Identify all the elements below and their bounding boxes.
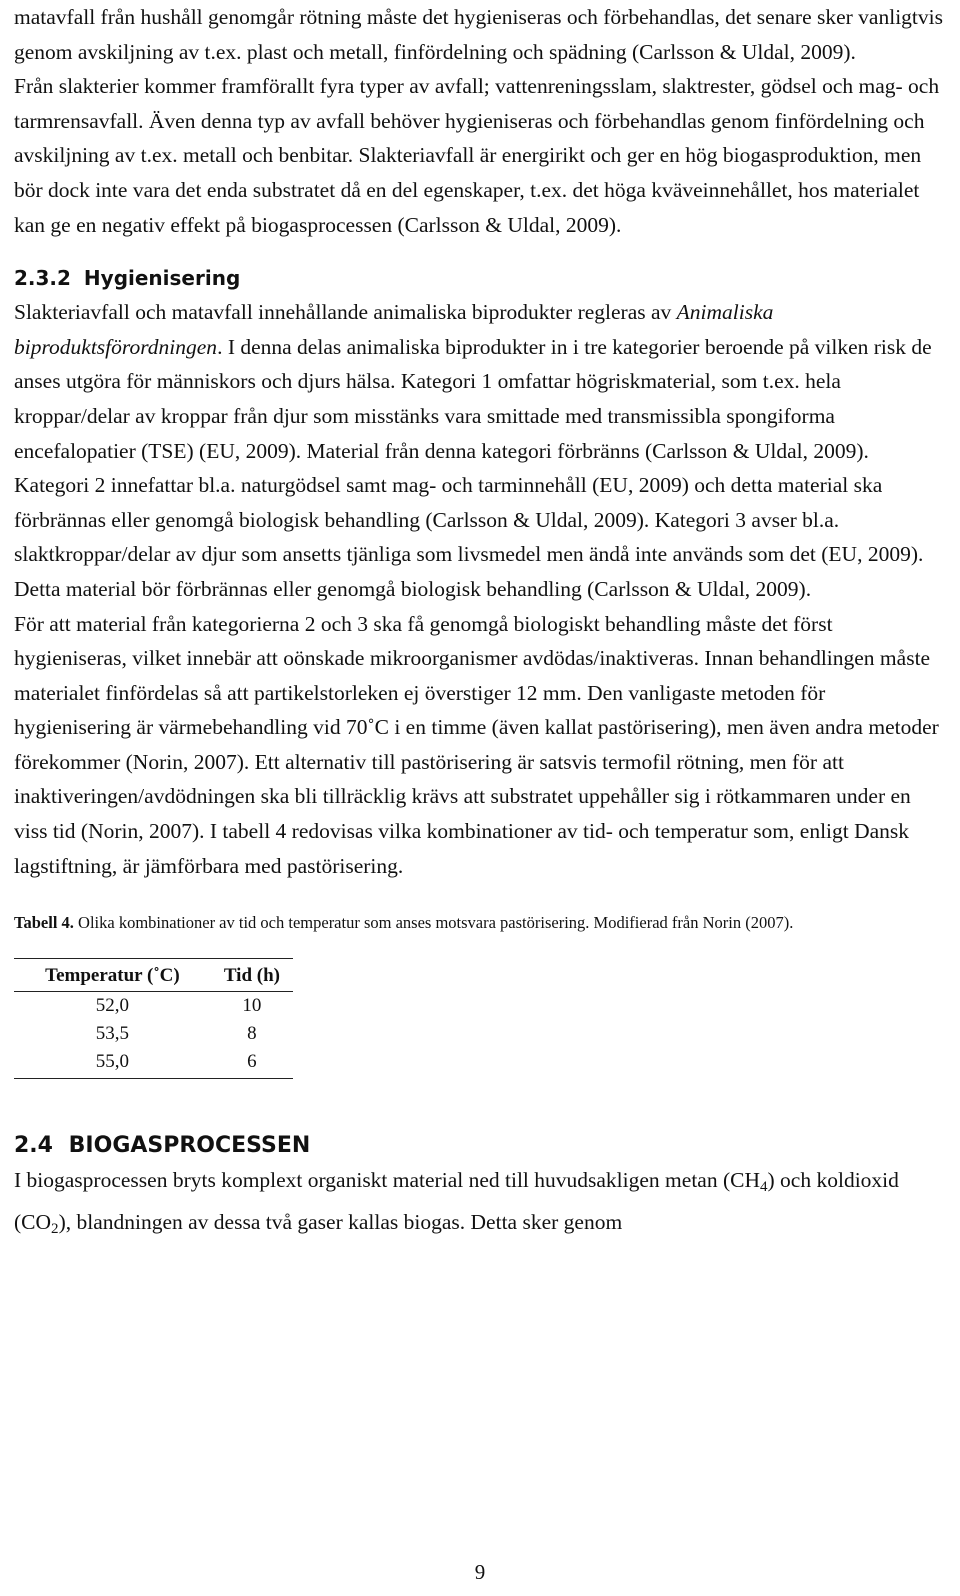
document-page [14, 0, 944, 1246]
column-header-time: Tid (h) [211, 959, 293, 992]
page-number: 9 [474, 1560, 486, 1584]
paragraph-hygienisering-part2: . I denna delas animaliska biprodukter in i tre kategorier beroende på vilken risk de anses utgöra för människors och djurs hälsa. Kategori 1 omfattar högriskmaterial, som t.ex. hela kroppar/delar av kroppar från djur som misstänks vara smittade med transmissibla spongiforma encefalopatier (TSE) (EU, 2009). Material från denna kategori förbränns (Carlsson & Uldal, 2009). Kategori 2 innefattar bl.a. naturgödsel samt mag- och tarminnehåll (EU, 2009) och detta material ska förbrännas eller genomgå biologisk behandling (Carlsson & Uldal, 2009). Kategori 3 avser bl.a. slaktkroppar/delar av djur som ansetts tjänliga som livsmedel men ändå inte används som det (EU, 2009). Detta material bör förbrännas eller genomgå biologisk behandling (Carlsson & Uldal, 2009). [14, 334, 932, 601]
table-row [14, 992, 293, 1021]
paragraph-hygienisering [14, 295, 944, 606]
paragraph-biogasprocessen-part1: I biogasprocessen bryts komplext organiskt material ned till huvudsakligen metan (CH [14, 1168, 760, 1193]
table-cell-time: 8 [247, 1023, 257, 1045]
paragraph-biogasprocessen-part2: ) och koldioxid (CO [14, 1168, 899, 1234]
section-title: BIOGASPROCESSEN [68, 1133, 311, 1159]
table-cell-temperature: 55,0 [14, 1048, 211, 1079]
table-header-row [14, 959, 293, 992]
table-cell-time: 6 [211, 1048, 293, 1079]
temperature-table [14, 958, 293, 1079]
subsection-title: Hygienisering [83, 266, 241, 291]
paragraph-biogasprocessen [14, 1163, 944, 1246]
table-caption [14, 910, 944, 936]
table-cell-time: 10 [242, 995, 262, 1017]
paragraph-matavfall: matavfall från hushåll genomgår rötning måste det hygieniseras och förbehandlas, det senare sker vanligtvis genom avskiljning av t.ex. plast och metall, finfördelning och spädning (Carlsson & Uldal, 2009). [14, 5, 943, 64]
table-row [14, 1048, 293, 1079]
table-cell-temperature: 52,0 [95, 995, 130, 1017]
regulation-name: Animaliska biproduktsförordningen [14, 300, 774, 359]
subscript-4: 4 [759, 1179, 768, 1195]
subsection-heading [14, 261, 944, 295]
table-caption-text: Olika kombinationer av tid och temperatur som anses motsvara pastörisering. Modifierad från Norin (2007). [73, 913, 794, 933]
paragraph-slakterier: Från slakterier kommer framförallt fyra typer av avfall; vattenreningsslam, slaktrester, gödsel och mag- och tarmrensavfall. Även denna typ av avfall behöver hygieniseras och förbehandlas genom finfördelning och avskiljning av t.ex. metall och benbitar. Slakteriavfall är energirikt och ger en hög biogasproduktion, men bör dock inte vara det enda substratet då en del egenskaper, t.ex. det höga kväveinnehållet, hos materialet kan ge en negativ effekt på biogasprocessen (Carlsson & Uldal, 2009). [14, 74, 940, 237]
paragraph-kategorier: För att material från kategorierna 2 och 3 ska få genomgå biologiskt behandling måste det först hygieniseras, vilket innebär att oönskade mikroorganismer avdödas/inaktiveras. Innan behandlingen måste materialet finfördelas så att partikelstorleken ej överstiger 12 mm. Den vanligaste metoden för hygienisering är värmebehandling vid 70˚C i en timme (även kallat pastörisering), men även andra metoder förekommer (Norin, 2007). Ett alternativ till pastörisering är satsvis termofil rötning, men för att inaktiveringen/avdödningen ska bli tillräcklig krävs att substratet uppehåller sig i rötkammaren under en viss tid (Norin, 2007). I tabell 4 redovisas vilka kombinationer av tid- och temperatur som, enligt Dansk lagstiftning, är jämförbara med pastörisering. [14, 611, 939, 878]
paragraph-biogasprocessen-part3: ), blandningen av dessa två gaser kallas biogas. Detta sker genom [58, 1209, 623, 1234]
column-header-temperature: Temperatur (˚C) [14, 959, 211, 992]
table-cell-temperature: 53,5 [95, 1023, 130, 1045]
subscript-2: 2 [51, 1220, 59, 1237]
section-number: 2.4 [14, 1133, 53, 1159]
paragraph-hygienisering-part1: Slakteriavfall och matavfall innehållande animaliska biprodukter regleras av [14, 300, 677, 325]
section-heading [14, 1129, 944, 1163]
table-caption-label: Tabell 4. [14, 913, 74, 933]
table-row [14, 1020, 293, 1048]
subsection-number: 2.3.2 [14, 266, 71, 291]
